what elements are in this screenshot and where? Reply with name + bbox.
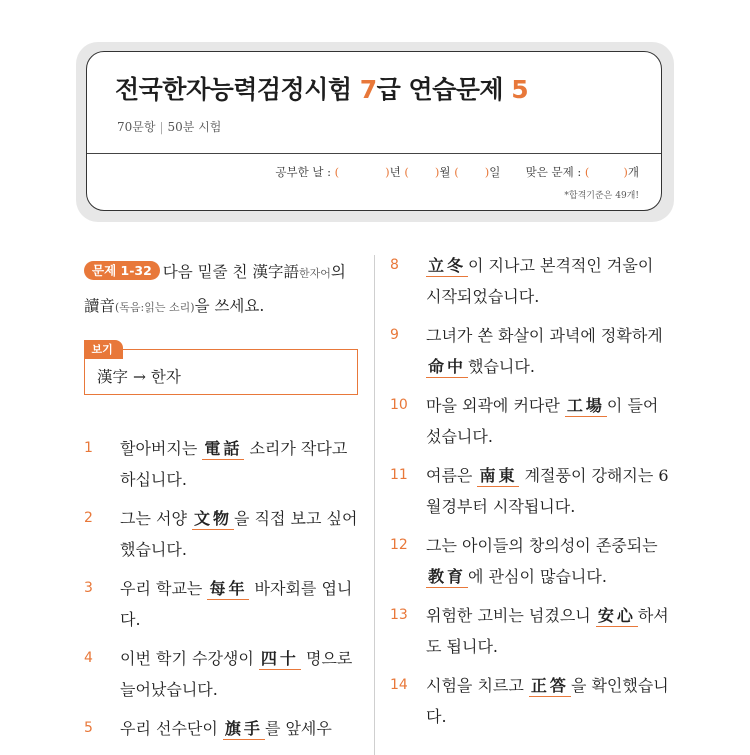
- underlined-hanja: 立冬: [428, 256, 467, 275]
- header-divider: [87, 153, 661, 154]
- question-number: 9: [390, 327, 399, 343]
- problem-range-badge: 문제 1-32: [84, 261, 160, 280]
- page-title: 전국한자능력검정시험 7급 연습문제 5: [115, 75, 529, 104]
- question-text: 마을 외곽에 커다란 工場 이 들어섰습니다.: [426, 396, 659, 446]
- question-number: 12: [390, 537, 408, 553]
- question-number: 8: [390, 257, 399, 273]
- underlined-hanja: 四十: [260, 649, 299, 668]
- question-text: 위험한 고비는 넘겼으니 安心 하셔도 됩니다.: [426, 606, 669, 656]
- underlined-hanja: 命中: [428, 357, 467, 376]
- underlined-hanja: 南東: [479, 466, 518, 485]
- question-text: 할아버지는 電話 소리가 작다고 하십니다.: [120, 439, 348, 489]
- underlined-hanja: 電話: [204, 439, 243, 458]
- column-divider: [374, 255, 375, 755]
- question-number: 11: [390, 467, 408, 483]
- underlined-hanja: 安心: [597, 606, 636, 625]
- question-text: 여름은 南東 계절풍이 강해지는 6월경부터 시작됩니다.: [426, 466, 669, 516]
- question-text: 그는 아이들의 창의성이 존중되는 教育 에 관심이 많습니다.: [426, 536, 658, 586]
- instruction-text: 문제 1-32 다음 밑줄 친 漢字語한자어의 讀音(독음:읽는 소리)을 쓰세요.: [84, 263, 346, 315]
- study-record-line: 공부한 날 : ( )년 ( )월 ( )일 맞은 문제 : ( )개: [275, 165, 639, 179]
- example-box: [84, 343, 358, 395]
- underlined-hanja: 教育: [428, 567, 467, 586]
- underlined-hanja: 文物: [194, 509, 233, 528]
- underlined-hanja: 每年: [209, 579, 248, 598]
- question-number: 3: [84, 580, 93, 596]
- question-text: 시험을 치르고 正答 을 확인했습니다.: [426, 676, 669, 726]
- question-number: 14: [390, 677, 408, 693]
- header-card: [86, 51, 662, 211]
- question-number: 13: [390, 607, 408, 623]
- example-text: 漢字 → 한자: [97, 368, 181, 386]
- question-number: 4: [84, 650, 93, 666]
- question-number: 1: [84, 440, 93, 456]
- underlined-hanja: 正答: [530, 676, 569, 695]
- question-number: 2: [84, 510, 93, 526]
- question-text: 立冬 이 지나고 본격적인 겨울이 시작되었습니다.: [426, 256, 654, 306]
- question-text: 우리 선수단이 旗手 를 앞세우: [120, 719, 332, 738]
- question-text: 그녀가 쏜 화살이 과녁에 정확하게 命中 했습니다.: [426, 326, 663, 376]
- underlined-hanja: 旗手: [224, 719, 263, 738]
- underlined-hanja: 工場: [566, 396, 605, 415]
- question-number: 10: [390, 397, 408, 413]
- question-text: 우리 학교는 每年 바자회를 엽니다.: [120, 579, 353, 629]
- exam-meta: 70문항 | 50분 시험: [117, 120, 222, 134]
- question-text: 이번 학기 수강생이 四十 명으로 늘어났습니다.: [120, 649, 353, 699]
- pass-criteria-note: *합격기준은 49개!: [564, 191, 639, 201]
- question-number: 5: [84, 720, 93, 736]
- example-tag: 보기: [84, 340, 123, 359]
- question-text: 그는 서양 文物 을 직접 보고 싶어했습니다.: [120, 509, 358, 559]
